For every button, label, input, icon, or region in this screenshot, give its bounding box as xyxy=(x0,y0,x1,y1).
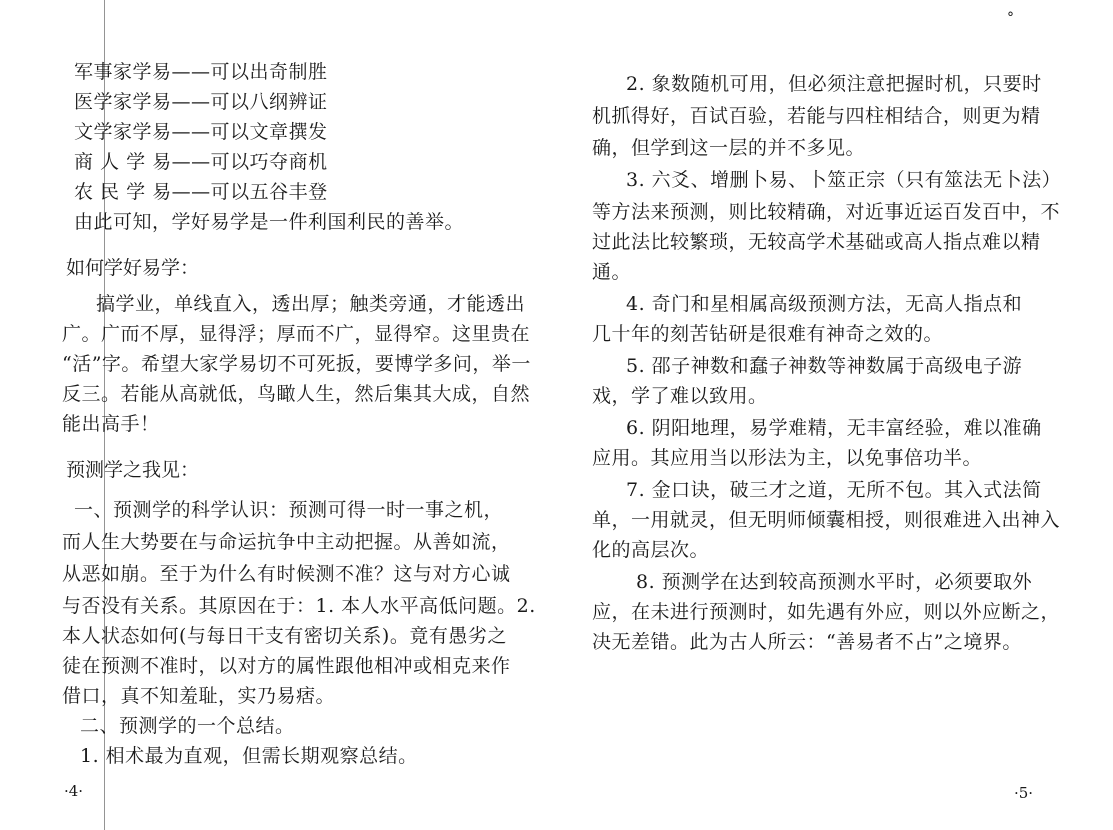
right-line-19: 决无差错。此为古人所云：“善易者不占”之境界。 xyxy=(592,631,1022,653)
right-line-7: 通。 xyxy=(592,261,632,283)
para2-line-3: 从恶如崩。至于为什么有时候测不准？这与对方心诚 xyxy=(62,563,511,585)
section2-heading-line: 二、预测学的一个总结。 xyxy=(80,715,295,737)
list-line-farmer: 农 民 学 易——可以五谷丰登 xyxy=(74,181,328,203)
right-line-13: 应用。其应用当以形法为主，以免事倍功半。 xyxy=(592,447,983,469)
item1-line: 1. 相术最为直观，但需长期观察总结。 xyxy=(80,745,418,767)
para2-line-5: 本人状态如何(与每日干支有密切关系)。竟有愚劣之 xyxy=(62,625,507,647)
list-line-literature: 文学家学易——可以文章撰发 xyxy=(74,121,328,143)
right-line-14: 7. 金口诀，破三才之道，无所不包。其入式法简 xyxy=(626,479,1042,501)
right-line-10: 5. 邵子神数和蠢子神数等神数属于高级电子游 xyxy=(626,355,1023,377)
para2-line-2: 而人生大势要在与命运抗争中主动把握。从善如流， xyxy=(62,531,511,553)
right-line-6: 过此法比较繁琐，无较高学术基础或高人指点难以精 xyxy=(592,231,1041,253)
right-line-12: 6. 阴阳地理，易学难精，无丰富经验，难以准确 xyxy=(626,417,1042,439)
right-line-17: 8. 预测学在达到较高预测水平时，必须要取外 xyxy=(636,571,1033,593)
para1-line-4: 反三。若能从高就低，鸟瞰人生，然后集其大成，自然 xyxy=(62,383,531,405)
para2-line-1: 一、预测学的科学认识：预测可得一时一事之机， xyxy=(74,499,504,521)
page-number-right: ·5· xyxy=(1014,784,1034,802)
right-line-8: 4. 奇门和星相属高级预测方法，无高人指点和 xyxy=(626,293,1023,315)
right-line-4: 3. 六爻、增删卜易、卜筮正宗（只有筮法无卜法） xyxy=(626,169,1062,191)
para2-line-6: 徒在预测不准时，以对方的属性跟他相冲或相克来作 xyxy=(62,655,511,677)
summary-line: 由此可知，学好易学是一件利国利民的善举。 xyxy=(74,211,465,233)
right-line-1: 2. 象数随机可用，但必须注意把握时机，只要时 xyxy=(626,73,1042,95)
para2-line-4: 与否没有关系。其原因在于：1. 本人水平高低问题。2. xyxy=(62,595,536,617)
right-line-16: 化的高层次。 xyxy=(592,539,710,561)
list-line-medicine: 医学家学易——可以八纲辨证 xyxy=(74,91,328,113)
para1-line-2: 广。广而不厚，显得浮；厚而不广，显得窄。这里贵在 xyxy=(62,323,531,345)
heading-how-to-learn: 如何学好易学： xyxy=(66,257,200,279)
right-line-18: 应，在未进行预测时，如先遇有外应，则以外应断之， xyxy=(592,601,1061,623)
para1-line-3: “活”字。希望大家学易切不可死扳，要博学多问，举一 xyxy=(62,353,531,375)
right-line-3: 确，但学到这一层的并不多见。 xyxy=(592,137,866,159)
para1-line-1: 搞学业，单线直入，透出厚；触类旁通，才能透出 xyxy=(96,293,526,315)
list-line-merchant: 商 人 学 易——可以巧夺商机 xyxy=(74,151,328,173)
para2-line-7: 借口，真不知羞耻，实乃易痞。 xyxy=(62,685,336,707)
right-line-2: 机抓得好，百试百验，若能与四柱相结合，则更为精 xyxy=(592,105,1041,127)
right-line-15: 单，一用就灵，但无明师倾囊相授，则很难进入出神入 xyxy=(592,509,1061,531)
right-page xyxy=(556,0,1113,830)
list-line-military: 军事家学易——可以出奇制胜 xyxy=(74,61,328,83)
right-line-9: 几十年的刻苦钻研是很难有神奇之效的。 xyxy=(592,323,944,345)
right-line-11: 戏，学了难以致用。 xyxy=(592,385,768,407)
page-number-left: ·4· xyxy=(64,782,84,800)
right-line-5: 等方法来预测，则比较精确，对近事近运百发百中，不 xyxy=(592,201,1061,223)
left-page xyxy=(0,0,556,830)
para1-line-5: 能出高手！ xyxy=(62,413,160,435)
heading-prediction-view: 预测学之我见： xyxy=(66,459,200,481)
corner-mark: ° xyxy=(1007,10,1014,26)
